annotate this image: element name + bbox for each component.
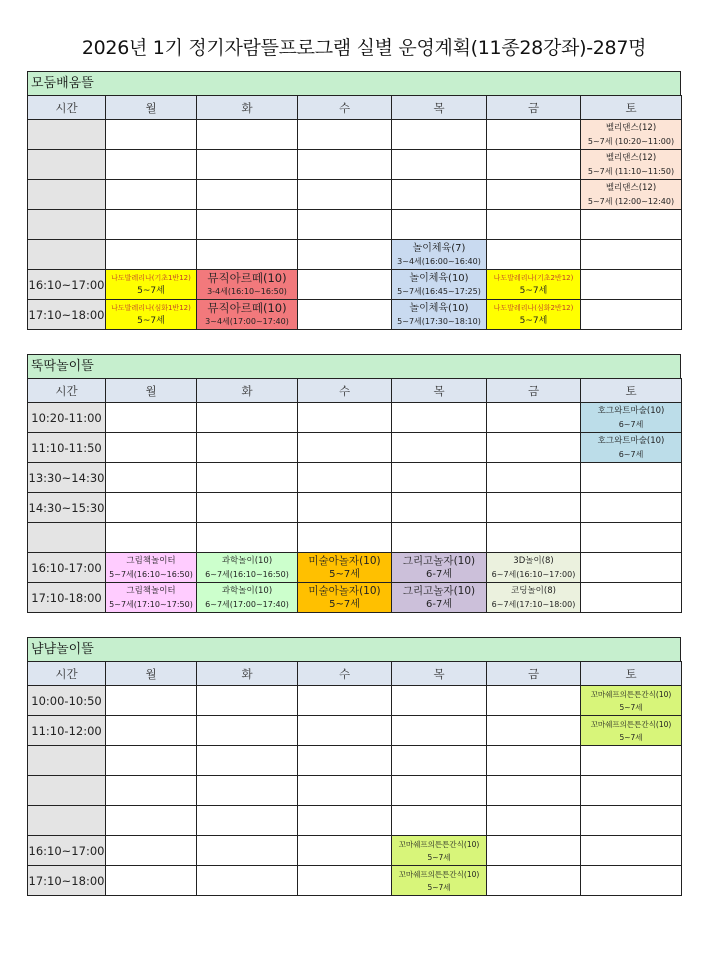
program-detail: 5~7세: [137, 285, 165, 296]
empty-cell: [197, 120, 298, 150]
column-header-day: 금: [487, 379, 581, 403]
empty-cell: [581, 583, 682, 613]
empty-cell: [392, 806, 487, 836]
program-title: 놀이체육(7): [412, 242, 466, 254]
program-cell: [197, 553, 298, 583]
program-detail: 6-7세: [426, 568, 452, 580]
table-row: [28, 583, 682, 613]
empty-cell: [106, 716, 197, 746]
program-cell: [581, 686, 682, 716]
column-header-day: 화: [197, 379, 298, 403]
program-cell: [581, 180, 682, 210]
table-row: [28, 180, 682, 210]
empty-cell: [197, 746, 298, 776]
program-title: 꼬마쉐프의튼튼간식(10): [590, 719, 672, 729]
empty-cell: [197, 150, 298, 180]
program-title: 호그와트마술(10): [597, 405, 665, 416]
program-detail: 5~7세: [619, 732, 643, 742]
time-slot-cell: 17:10~18:00: [28, 300, 106, 330]
column-header-day: 토: [581, 662, 682, 686]
program-cell: [106, 300, 197, 330]
empty-cell: [106, 493, 197, 523]
time-slot-cell: [28, 150, 106, 180]
empty-cell: [298, 746, 392, 776]
time-slot-cell: [28, 806, 106, 836]
empty-cell: [487, 776, 581, 806]
program-cell: [487, 300, 581, 330]
column-header-day: 목: [392, 379, 487, 403]
section-title: 모둠배움뜰: [27, 71, 681, 95]
empty-cell: [487, 240, 581, 270]
empty-cell: [392, 716, 487, 746]
empty-cell: [487, 523, 581, 553]
document-title: 2026년 1기 정기자람뜰프로그램 실별 운영계획(11종28강좌)-287명: [81, 37, 647, 59]
schedule-table: [27, 95, 682, 330]
time-slot-cell: 16:10-17:00: [28, 553, 106, 583]
time-slot-cell: 10:20-11:00: [28, 403, 106, 433]
program-title: 미술아놀자(10): [308, 554, 381, 567]
column-header-day: 화: [197, 662, 298, 686]
empty-cell: [197, 240, 298, 270]
empty-cell: [392, 493, 487, 523]
empty-cell: [106, 523, 197, 553]
empty-cell: [106, 746, 197, 776]
empty-cell: [581, 270, 682, 300]
empty-cell: [392, 746, 487, 776]
empty-cell: [298, 270, 392, 300]
table-row: [28, 463, 682, 493]
program-title: 나도발레리나(심화1반12): [111, 303, 191, 312]
section-ttukttak: [27, 354, 681, 613]
program-detail: 5~7세: [329, 568, 360, 580]
program-detail: 5~7세: [137, 315, 165, 326]
empty-cell: [487, 686, 581, 716]
program-cell: [392, 583, 487, 613]
table-row: [28, 866, 682, 896]
program-detail: 3~4세(16:00~16:40): [397, 256, 481, 266]
empty-cell: [392, 523, 487, 553]
empty-cell: [106, 180, 197, 210]
empty-cell: [581, 746, 682, 776]
empty-cell: [392, 403, 487, 433]
program-cell: [392, 300, 487, 330]
program-title: 미술아놀자(10): [308, 584, 381, 597]
empty-cell: [487, 716, 581, 746]
program-cell: [581, 433, 682, 463]
program-title: 벨리댄스(12): [605, 122, 657, 133]
empty-cell: [298, 686, 392, 716]
empty-cell: [197, 463, 298, 493]
column-header-day: 금: [487, 662, 581, 686]
table-row: [28, 746, 682, 776]
empty-cell: [487, 180, 581, 210]
empty-cell: [197, 776, 298, 806]
empty-cell: [487, 746, 581, 776]
column-header-day: 수: [298, 96, 392, 120]
column-header-day: 토: [581, 379, 682, 403]
schedule-table: [27, 661, 682, 896]
program-cell: [581, 403, 682, 433]
program-detail: 6~7세: [618, 419, 644, 429]
empty-cell: [581, 240, 682, 270]
empty-cell: [298, 150, 392, 180]
empty-cell: [298, 463, 392, 493]
column-header-day: 월: [106, 96, 197, 120]
time-slot-cell: 11:10-11:50: [28, 433, 106, 463]
program-detail: 6~7세(16:10~17:00): [491, 569, 576, 579]
header-row: [28, 662, 682, 686]
time-slot-cell: 17:10-18:00: [28, 583, 106, 613]
empty-cell: [298, 300, 392, 330]
program-title: 그리고놀자(10): [402, 554, 476, 567]
empty-cell: [197, 866, 298, 896]
empty-cell: [392, 210, 487, 240]
program-detail: 5~7세: [427, 852, 451, 862]
program-detail: 5~7세: [519, 315, 548, 326]
program-cell: [581, 120, 682, 150]
column-header-day: 월: [106, 662, 197, 686]
column-header-day: 토: [581, 96, 682, 120]
program-title: 놀이체육(10): [409, 272, 469, 284]
program-title: 놀이체육(10): [409, 302, 469, 314]
program-detail: 6~7세: [618, 449, 644, 459]
column-header-day: 목: [392, 662, 487, 686]
empty-cell: [487, 120, 581, 150]
program-title: 그림책놀이터: [126, 585, 176, 596]
header-row: [28, 96, 682, 120]
program-detail: 6~7세(17:00~17:40): [205, 599, 289, 609]
empty-cell: [197, 403, 298, 433]
time-slot-cell: [28, 210, 106, 240]
program-cell: [392, 270, 487, 300]
program-cell: [392, 553, 487, 583]
empty-cell: [581, 493, 682, 523]
table-row: [28, 553, 682, 583]
empty-cell: [298, 523, 392, 553]
empty-cell: [106, 150, 197, 180]
header-row: [28, 379, 682, 403]
program-title: 나도발레리나(기초1반12): [111, 273, 191, 282]
program-detail: 5~7세 (12:00~12:40): [587, 196, 675, 206]
table-row: [28, 716, 682, 746]
section-modum: [27, 71, 681, 330]
table-row: [28, 300, 682, 330]
program-cell: [487, 583, 581, 613]
time-slot-cell: 16:10~17:00: [28, 836, 106, 866]
program-detail: 5~7세(16:45~17:25): [397, 286, 481, 296]
column-header-day: 목: [392, 96, 487, 120]
empty-cell: [197, 493, 298, 523]
empty-cell: [581, 806, 682, 836]
empty-cell: [392, 776, 487, 806]
empty-cell: [298, 403, 392, 433]
table-row: [28, 776, 682, 806]
program-title: 코딩놀이(8): [511, 585, 556, 596]
time-slot-cell: [28, 180, 106, 210]
empty-cell: [197, 806, 298, 836]
empty-cell: [106, 836, 197, 866]
column-header-day: 월: [106, 379, 197, 403]
program-cell: [487, 270, 581, 300]
empty-cell: [392, 150, 487, 180]
program-title: 나도발레리나(심화2반12): [493, 303, 574, 312]
program-cell: [298, 583, 392, 613]
column-header-day: 수: [298, 379, 392, 403]
empty-cell: [581, 836, 682, 866]
empty-cell: [487, 866, 581, 896]
table-row: [28, 403, 682, 433]
empty-cell: [106, 210, 197, 240]
program-cell: [581, 150, 682, 180]
empty-cell: [197, 523, 298, 553]
program-title: 뮤직아르떼(10): [207, 300, 287, 315]
empty-cell: [581, 523, 682, 553]
program-cell: [197, 300, 298, 330]
schedule-table: [27, 378, 682, 613]
program-cell: [197, 270, 298, 300]
column-header-time: 시간: [28, 379, 106, 403]
program-title: 호그와트마술(10): [597, 435, 665, 446]
empty-cell: [106, 120, 197, 150]
time-slot-cell: 13:30~14:30: [28, 463, 106, 493]
program-detail: 5~7세 (11:10~11:50): [587, 166, 675, 176]
table-row: [28, 433, 682, 463]
section-nyamnyam: [27, 637, 681, 896]
program-detail: 5~7세(17:30~18:10): [397, 316, 481, 326]
table-row: [28, 150, 682, 180]
time-slot-cell: 17:10~18:00: [28, 866, 106, 896]
empty-cell: [106, 463, 197, 493]
section-title: 냠냠놀이뜰: [27, 637, 681, 661]
program-cell: [106, 270, 197, 300]
empty-cell: [298, 210, 392, 240]
empty-cell: [487, 463, 581, 493]
empty-cell: [106, 686, 197, 716]
program-cell: [487, 553, 581, 583]
empty-cell: [581, 776, 682, 806]
empty-cell: [392, 433, 487, 463]
empty-cell: [581, 300, 682, 330]
empty-cell: [106, 866, 197, 896]
program-title: 그리고놀자(10): [402, 584, 476, 597]
empty-cell: [581, 553, 682, 583]
program-title: 나도발레리나(기초2반12): [493, 273, 574, 282]
program-cell: [106, 583, 197, 613]
table-row: [28, 120, 682, 150]
empty-cell: [392, 180, 487, 210]
program-detail: 5~7세: [329, 598, 360, 610]
program-title: 뮤직아르떼(10): [207, 270, 287, 285]
column-header-time: 시간: [28, 96, 106, 120]
table-row: [28, 493, 682, 523]
program-detail: 5~7세: [619, 702, 643, 712]
empty-cell: [197, 433, 298, 463]
column-header-day: 화: [197, 96, 298, 120]
empty-cell: [106, 433, 197, 463]
time-slot-cell: 16:10~17:00: [28, 270, 106, 300]
empty-cell: [298, 120, 392, 150]
table-row: [28, 806, 682, 836]
table-row: [28, 686, 682, 716]
column-header-day: 수: [298, 662, 392, 686]
empty-cell: [392, 686, 487, 716]
time-slot-cell: [28, 120, 106, 150]
empty-cell: [298, 866, 392, 896]
empty-cell: [197, 716, 298, 746]
program-title: 3D놀이(8): [513, 555, 554, 566]
time-slot-cell: [28, 523, 106, 553]
program-cell: [197, 583, 298, 613]
empty-cell: [106, 403, 197, 433]
time-slot-cell: [28, 746, 106, 776]
program-detail: 6~7세(17:10~18:00): [491, 599, 576, 609]
program-title: 과학놀이(10): [221, 555, 273, 566]
empty-cell: [197, 210, 298, 240]
empty-cell: [106, 240, 197, 270]
empty-cell: [298, 836, 392, 866]
time-slot-cell: 10:00-10:50: [28, 686, 106, 716]
empty-cell: [487, 403, 581, 433]
table-row: [28, 240, 682, 270]
empty-cell: [197, 836, 298, 866]
program-detail: 5~7세: [519, 285, 548, 296]
time-slot-cell: [28, 776, 106, 806]
empty-cell: [197, 180, 298, 210]
program-cell: [106, 553, 197, 583]
time-slot-cell: [28, 240, 106, 270]
program-detail: 6-7세: [426, 598, 452, 610]
program-title: 과학놀이(10): [221, 585, 273, 596]
empty-cell: [581, 463, 682, 493]
empty-cell: [392, 120, 487, 150]
program-detail: 3~4세(17:00~17:40): [205, 316, 289, 326]
program-title: 꼬마쉐프의튼튼간식(10): [398, 839, 480, 849]
time-slot-cell: 14:30~15:30: [28, 493, 106, 523]
empty-cell: [298, 240, 392, 270]
empty-cell: [581, 866, 682, 896]
program-detail: 5~7세(16:10~16:50): [109, 569, 193, 579]
program-detail: 6~7세(16:10~16:50): [205, 569, 289, 579]
empty-cell: [197, 686, 298, 716]
empty-cell: [106, 776, 197, 806]
table-row: [28, 270, 682, 300]
empty-cell: [298, 716, 392, 746]
empty-cell: [487, 806, 581, 836]
program-title: 벨리댄스(12): [605, 182, 657, 193]
program-cell: [392, 866, 487, 896]
program-title: 벨리댄스(12): [605, 152, 657, 163]
table-row: [28, 523, 682, 553]
table-row: [28, 836, 682, 866]
program-title: 그림책놀이터: [126, 555, 176, 566]
table-row: [28, 210, 682, 240]
program-cell: [581, 716, 682, 746]
column-header-time: 시간: [28, 662, 106, 686]
column-header-day: 금: [487, 96, 581, 120]
empty-cell: [298, 806, 392, 836]
empty-cell: [298, 433, 392, 463]
program-cell: [298, 553, 392, 583]
empty-cell: [487, 210, 581, 240]
empty-cell: [298, 493, 392, 523]
empty-cell: [298, 776, 392, 806]
empty-cell: [581, 210, 682, 240]
empty-cell: [487, 836, 581, 866]
empty-cell: [392, 463, 487, 493]
program-title: 꼬마쉐프의튼튼간식(10): [590, 689, 672, 699]
empty-cell: [487, 433, 581, 463]
section-title: 뚝딱놀이뜰: [27, 354, 681, 378]
program-title: 꼬마쉐프의튼튼간식(10): [398, 869, 480, 879]
program-detail: 5~7세 (10:20~11:00): [587, 136, 675, 146]
empty-cell: [298, 180, 392, 210]
program-detail: 3-4세(16:10~16:50): [207, 286, 287, 296]
empty-cell: [487, 493, 581, 523]
program-cell: [392, 240, 487, 270]
empty-cell: [106, 806, 197, 836]
program-detail: 5~7세: [427, 882, 451, 892]
program-detail: 5~7세(17:10~17:50): [109, 599, 193, 609]
time-slot-cell: 11:10-12:00: [28, 716, 106, 746]
program-cell: [392, 836, 487, 866]
empty-cell: [487, 150, 581, 180]
